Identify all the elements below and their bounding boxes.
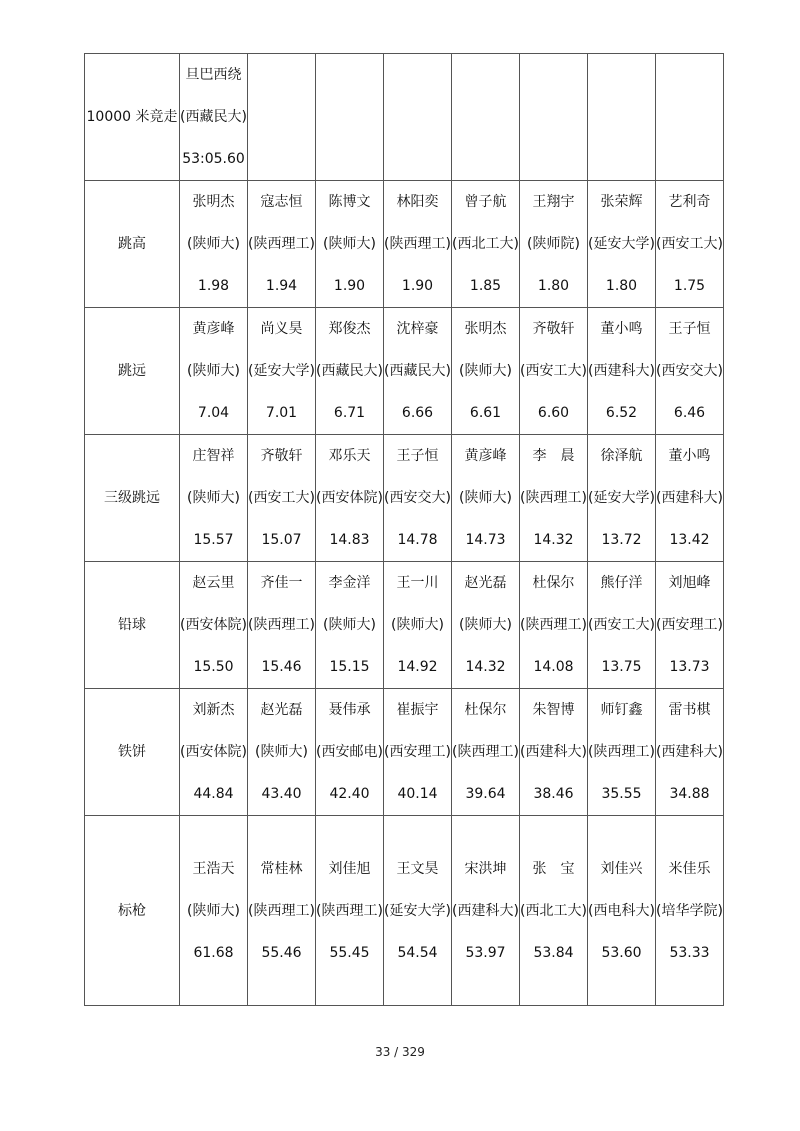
athlete-result: 55.45 [329, 944, 370, 961]
event-name-cell: 跳远 [85, 308, 180, 435]
athlete-result: 54.54 [397, 944, 438, 961]
athlete-name: 常桂林 [260, 860, 303, 877]
athlete-name: 李 晨 [532, 448, 575, 464]
athlete-name: 刘佳旭 [328, 860, 371, 877]
athlete-school: (西安体院) [180, 744, 247, 760]
table-row [85, 54, 724, 181]
athlete-school: (西电科大) [588, 902, 655, 919]
athlete-name: 王文昊 [396, 860, 439, 877]
result-cell [588, 816, 656, 1006]
result-cell [588, 689, 656, 816]
result-cell [520, 816, 588, 1006]
athlete-result: 53.97 [465, 944, 506, 961]
athlete-result: 15.07 [261, 532, 302, 548]
result-cell [520, 181, 588, 308]
athlete-name: 黄彦峰 [464, 448, 507, 464]
athlete-name: 李金洋 [328, 575, 371, 591]
athlete-result: 6.46 [673, 405, 706, 421]
athlete-result: 13.73 [669, 659, 710, 675]
page-number: 33 / 329 [375, 1045, 425, 1059]
result-cell [656, 562, 724, 689]
athlete-school: (西安理工) [656, 617, 723, 633]
athlete-school: (陕西理工) [452, 744, 519, 760]
result-cell [384, 308, 452, 435]
athlete-result: 34.88 [669, 786, 710, 802]
result-cell [452, 562, 520, 689]
athlete-name: 陈博文 [328, 194, 371, 210]
athlete-name: 杜保尔 [464, 702, 507, 718]
athlete-name: 张荣辉 [600, 194, 643, 210]
athlete-name: 聂伟承 [328, 702, 371, 718]
athlete-result: 7.01 [265, 405, 298, 421]
athlete-name: 赵云里 [192, 575, 235, 591]
athlete-name: 尚义昊 [260, 321, 303, 337]
athlete-result: 14.08 [533, 659, 574, 675]
result-cell [316, 308, 384, 435]
athlete-result: 6.60 [537, 405, 570, 421]
event-name-cell: 标枪 [85, 816, 180, 1006]
athlete-name: 王浩天 [192, 860, 235, 877]
event-name-cell: 10000 米竞走 [85, 54, 180, 181]
athlete-result: 14.73 [465, 532, 506, 548]
athlete-school: (西建科大) [452, 902, 519, 919]
result-cell [588, 435, 656, 562]
athlete-school: (西藏民大) [316, 363, 383, 379]
athlete-result: 6.66 [401, 405, 434, 421]
athlete-name: 寇志恒 [260, 194, 303, 210]
athlete-school: (延安大学) [588, 490, 655, 506]
table-row [85, 816, 724, 1006]
athlete-school: (西北工大) [452, 236, 519, 252]
athlete-name: 张明杰 [192, 194, 235, 210]
athlete-result: 6.71 [333, 405, 366, 421]
athlete-result: 35.55 [601, 786, 642, 802]
athlete-school: (陕西理工) [520, 490, 587, 506]
result-cell [656, 54, 724, 181]
result-cell [520, 54, 588, 181]
result-cell [520, 689, 588, 816]
result-cell [316, 54, 384, 181]
athlete-school: (陕西理工) [248, 902, 315, 919]
athlete-result: 39.64 [465, 786, 506, 802]
athlete-school: (西建科大) [520, 744, 587, 760]
result-cell [588, 308, 656, 435]
result-cell [248, 181, 316, 308]
athlete-school: (陕师大) [323, 617, 376, 633]
athlete-name: 邓乐天 [328, 448, 371, 464]
athlete-school: (陕师大) [323, 236, 376, 252]
athlete-result: 1.90 [401, 278, 434, 294]
athlete-school: (陕西理工) [248, 617, 315, 633]
athlete-name: 王翔宇 [532, 194, 575, 210]
athlete-school: (陕师大) [255, 744, 308, 760]
athlete-result: 1.94 [265, 278, 298, 294]
result-cell [384, 689, 452, 816]
athlete-name: 师钉鑫 [600, 702, 643, 718]
athlete-school: (陕师大) [459, 363, 512, 379]
table-row [85, 689, 724, 816]
athlete-result: 13.42 [669, 532, 710, 548]
athlete-school: (延安大学) [588, 236, 655, 252]
result-cell [452, 181, 520, 308]
athlete-result: 53.60 [601, 944, 642, 961]
athlete-result: 38.46 [533, 786, 574, 802]
athlete-name: 刘旭峰 [668, 575, 711, 591]
result-cell [656, 435, 724, 562]
athlete-result: 43.40 [261, 786, 302, 802]
result-cell [452, 435, 520, 562]
result-cell [316, 816, 384, 1006]
result-cell [656, 308, 724, 435]
athlete-result: 14.83 [329, 532, 370, 548]
athlete-result: 1.98 [197, 278, 230, 294]
athlete-result: 1.85 [469, 278, 502, 294]
result-cell [316, 181, 384, 308]
result-cell [180, 181, 248, 308]
athlete-result: 15.50 [193, 659, 234, 675]
result-cell [384, 181, 452, 308]
athlete-school: (西安交大) [384, 490, 451, 506]
athlete-result: 6.52 [605, 405, 638, 421]
athlete-school: (西安工大) [520, 363, 587, 379]
event-name-cell: 跳高 [85, 181, 180, 308]
athlete-result: 6.61 [469, 405, 502, 421]
athlete-name: 齐敬轩 [260, 448, 303, 464]
result-cell [384, 54, 452, 181]
athlete-school: (西安交大) [656, 363, 723, 379]
result-cell [316, 562, 384, 689]
athlete-school: (陕师大) [187, 490, 240, 506]
athlete-result: 14.32 [533, 532, 574, 548]
athlete-name: 徐泽航 [600, 448, 643, 464]
athlete-school: (陕师大) [187, 902, 240, 919]
result-cell [248, 689, 316, 816]
athlete-result: 15.57 [193, 532, 234, 548]
result-cell [452, 689, 520, 816]
result-cell [180, 435, 248, 562]
athlete-school: (延安大学) [384, 902, 451, 919]
athlete-name: 米佳乐 [668, 860, 711, 877]
athlete-name: 雷书棋 [668, 702, 711, 718]
athlete-name: 林阳奕 [396, 194, 439, 210]
results-body [85, 54, 724, 1006]
athlete-school: (陕西理工) [520, 617, 587, 633]
result-cell [248, 308, 316, 435]
athlete-result: 1.80 [537, 278, 570, 294]
athlete-name: 王子恒 [396, 448, 439, 464]
result-cell [452, 54, 520, 181]
result-cell [180, 816, 248, 1006]
athlete-school: (西安体院) [180, 617, 247, 633]
table-row [85, 435, 724, 562]
athlete-school: (陕西理工) [384, 236, 451, 252]
athlete-school: (陕师大) [187, 363, 240, 379]
event-name-cell: 铅球 [85, 562, 180, 689]
athlete-school: (陕师院) [527, 236, 580, 252]
event-name-cell: 三级跳远 [85, 435, 180, 562]
athlete-result: 13.75 [601, 659, 642, 675]
athlete-school: (西建科大) [656, 744, 723, 760]
athlete-result: 15.15 [329, 659, 370, 675]
athlete-result: 15.46 [261, 659, 302, 675]
result-cell [384, 816, 452, 1006]
athlete-school: (西藏民大) [180, 109, 247, 125]
athlete-name: 王一川 [396, 575, 439, 591]
athlete-name: 张 宝 [532, 860, 575, 877]
result-cell [452, 816, 520, 1006]
athlete-school: (陕师大) [391, 617, 444, 633]
athlete-name: 董小鸣 [600, 321, 643, 337]
athlete-school: (西安工大) [248, 490, 315, 506]
athlete-name: 曾子航 [464, 194, 507, 210]
result-cell [384, 435, 452, 562]
athlete-name: 庄智祥 [192, 448, 235, 464]
results-table [84, 53, 724, 1006]
athlete-result: 7.04 [197, 405, 230, 421]
athlete-result: 40.14 [397, 786, 438, 802]
athlete-name: 齐佳一 [260, 575, 303, 591]
athlete-school: (陕西理工) [248, 236, 315, 252]
result-cell [248, 562, 316, 689]
athlete-result: 13.72 [601, 532, 642, 548]
result-cell [180, 54, 248, 181]
athlete-school: (陕西理工) [316, 902, 383, 919]
athlete-name: 熊仔洋 [600, 575, 643, 591]
athlete-name: 王子恒 [668, 321, 711, 337]
athlete-school: (西建科大) [656, 490, 723, 506]
athlete-school: (陕西理工) [588, 744, 655, 760]
athlete-result: 42.40 [329, 786, 370, 802]
athlete-name: 董小鸣 [668, 448, 711, 464]
result-cell [452, 308, 520, 435]
result-cell [248, 435, 316, 562]
result-cell [656, 181, 724, 308]
result-cell [588, 181, 656, 308]
athlete-name: 赵光磊 [260, 702, 303, 718]
result-cell [588, 562, 656, 689]
athlete-result: 44.84 [193, 786, 234, 802]
athlete-name: 刘新杰 [192, 702, 235, 718]
athlete-school: (陕师大) [187, 236, 240, 252]
athlete-name: 沈梓豪 [396, 321, 439, 337]
athlete-school: (陕师大) [459, 617, 512, 633]
result-cell [180, 689, 248, 816]
athlete-result: 53.84 [533, 944, 574, 961]
athlete-result: 1.90 [333, 278, 366, 294]
athlete-name: 崔振宇 [396, 702, 439, 718]
event-name-cell: 铁饼 [85, 689, 180, 816]
athlete-school: (西安体院) [316, 490, 383, 506]
result-cell [180, 562, 248, 689]
result-cell [520, 562, 588, 689]
athlete-school: (西安邮电) [316, 744, 383, 760]
athlete-name: 赵光磊 [464, 575, 507, 591]
athlete-name: 宋洪坤 [464, 860, 507, 877]
athlete-name: 郑俊杰 [328, 321, 371, 337]
table-row [85, 308, 724, 435]
result-cell [520, 308, 588, 435]
athlete-school: (培华学院) [656, 902, 723, 919]
athlete-result: 1.75 [673, 278, 706, 294]
athlete-school: (西藏民大) [384, 363, 451, 379]
result-cell [316, 689, 384, 816]
result-cell [588, 54, 656, 181]
athlete-result: 14.32 [465, 659, 506, 675]
athlete-result: 53.33 [669, 944, 710, 961]
athlete-result: 14.78 [397, 532, 438, 548]
athlete-name: 旦巴西绕 [185, 67, 242, 83]
result-cell [180, 308, 248, 435]
athlete-name: 张明杰 [464, 321, 507, 337]
athlete-name: 刘佳兴 [600, 860, 643, 877]
athlete-school: (西安工大) [656, 236, 723, 252]
athlete-school: (西安工大) [588, 617, 655, 633]
athlete-school: (西安理工) [384, 744, 451, 760]
table-row [85, 181, 724, 308]
table-row [85, 562, 724, 689]
result-cell [656, 689, 724, 816]
result-cell [384, 562, 452, 689]
athlete-result: 14.92 [397, 659, 438, 675]
result-cell [316, 435, 384, 562]
athlete-school: (陕师大) [459, 490, 512, 506]
athlete-name: 杜保尔 [532, 575, 575, 591]
athlete-name: 朱智博 [532, 702, 575, 718]
athlete-name: 齐敬轩 [532, 321, 575, 337]
athlete-result: 1.80 [605, 278, 638, 294]
athlete-name: 艺利奇 [668, 194, 711, 210]
result-cell [248, 54, 316, 181]
athlete-school: (西北工大) [520, 902, 587, 919]
athlete-result: 55.46 [261, 944, 302, 961]
result-cell [520, 435, 588, 562]
athlete-result: 61.68 [193, 944, 234, 961]
athlete-result: 53:05.60 [182, 151, 245, 167]
athlete-name: 黄彦峰 [192, 321, 235, 337]
result-cell [656, 816, 724, 1006]
athlete-school: (延安大学) [248, 363, 315, 379]
result-cell [248, 816, 316, 1006]
athlete-school: (西建科大) [588, 363, 655, 379]
